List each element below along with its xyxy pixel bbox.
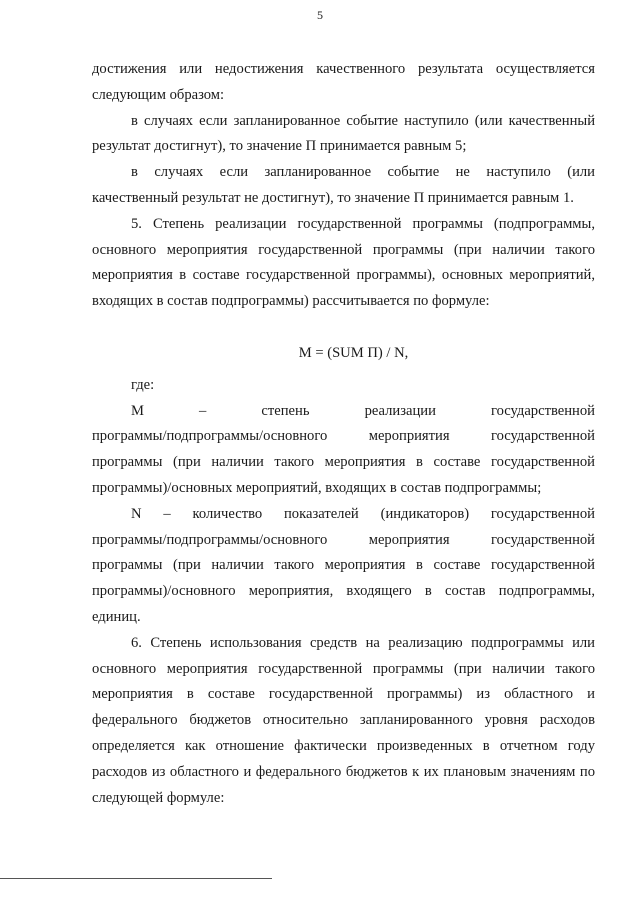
- footer-rule: [0, 878, 272, 879]
- document-body: [92, 57, 595, 811]
- definition-n-line-1: [92, 502, 595, 528]
- definition-m-line-1: [92, 399, 595, 425]
- definition-n-word: (индикаторов): [380, 505, 470, 522]
- page-number: 5: [317, 8, 323, 22]
- definition-n-word: государственной: [490, 531, 595, 548]
- paragraph-case-event-not-occurred: в случаях если запланированное событие не наступило (или качественный результат не достигнут), то значение П принимается равным 1.: [92, 164, 595, 206]
- paragraph-case-event-occurred: в случаях если запланированное событие наступило (или качественный результат достигнут), то значение П принимается равным 5;: [92, 112, 595, 155]
- definition-n-line-2: [92, 528, 595, 554]
- definition-m-word: программы/подпрограммы/основного: [92, 428, 328, 445]
- definition-m-symbol: M: [131, 402, 144, 419]
- paragraph-section-6: 6. Степень использования средств на реализацию подпрограммы или основного мероприятия государственной программы (при наличии такого мероприятия в составе государственной программы) из областного и федерального бюджетов относительно запланированного уровня расходов определяется как отношение фактически произведенных в отчетном году расходов из областного и федерального бюджетов к их плановым значениям по следующей формуле:: [92, 634, 595, 806]
- definition-n-dash: –: [163, 505, 171, 522]
- definition-m-word: реализации: [364, 402, 436, 419]
- definition-n-word: мероприятия: [368, 531, 450, 548]
- definition-n: [92, 502, 595, 631]
- definition-m-dash: –: [199, 402, 207, 419]
- definition-n-word: количество: [192, 505, 263, 522]
- definition-m-word: государственной: [490, 402, 595, 419]
- definition-n-symbol: N: [131, 505, 142, 522]
- definition-n-rest: программы (при наличии такого мероприятия в составе государственной программы)/основного мероприятия, входящего в состав подпрограммы, единиц.: [92, 557, 595, 625]
- where-label: где:: [131, 376, 155, 393]
- definition-m-rest: программы (при наличии такого мероприятия в составе государственной программы)/основных мероприятий, входящих в состав подпрограммы;: [92, 454, 595, 496]
- definition-m: [92, 399, 595, 502]
- definition-n-word: государственной: [490, 505, 595, 522]
- paragraph-intro-continuation: достижения или недостижения качественного результата осуществляется следующим образом:: [92, 61, 595, 103]
- definition-n-word: показателей: [284, 505, 359, 522]
- definition-m-word: степень: [261, 402, 310, 419]
- paragraph-section-5: 5. Степень реализации государственной программы (подпрограммы, основного мероприятия государственной программы (при наличии такого мероприятия в составе государственной программы), основных мероприятий, входящих в состав подпрограммы) рассчитывается по формуле:: [92, 215, 595, 310]
- definition-m-line-2: [92, 424, 595, 450]
- definition-n-word: программы/подпрограммы/основного: [92, 531, 328, 548]
- definition-m-word: государственной: [490, 428, 595, 445]
- formula-m: M = (SUM П) / N,: [298, 344, 409, 361]
- definition-m-word: мероприятия: [368, 428, 450, 445]
